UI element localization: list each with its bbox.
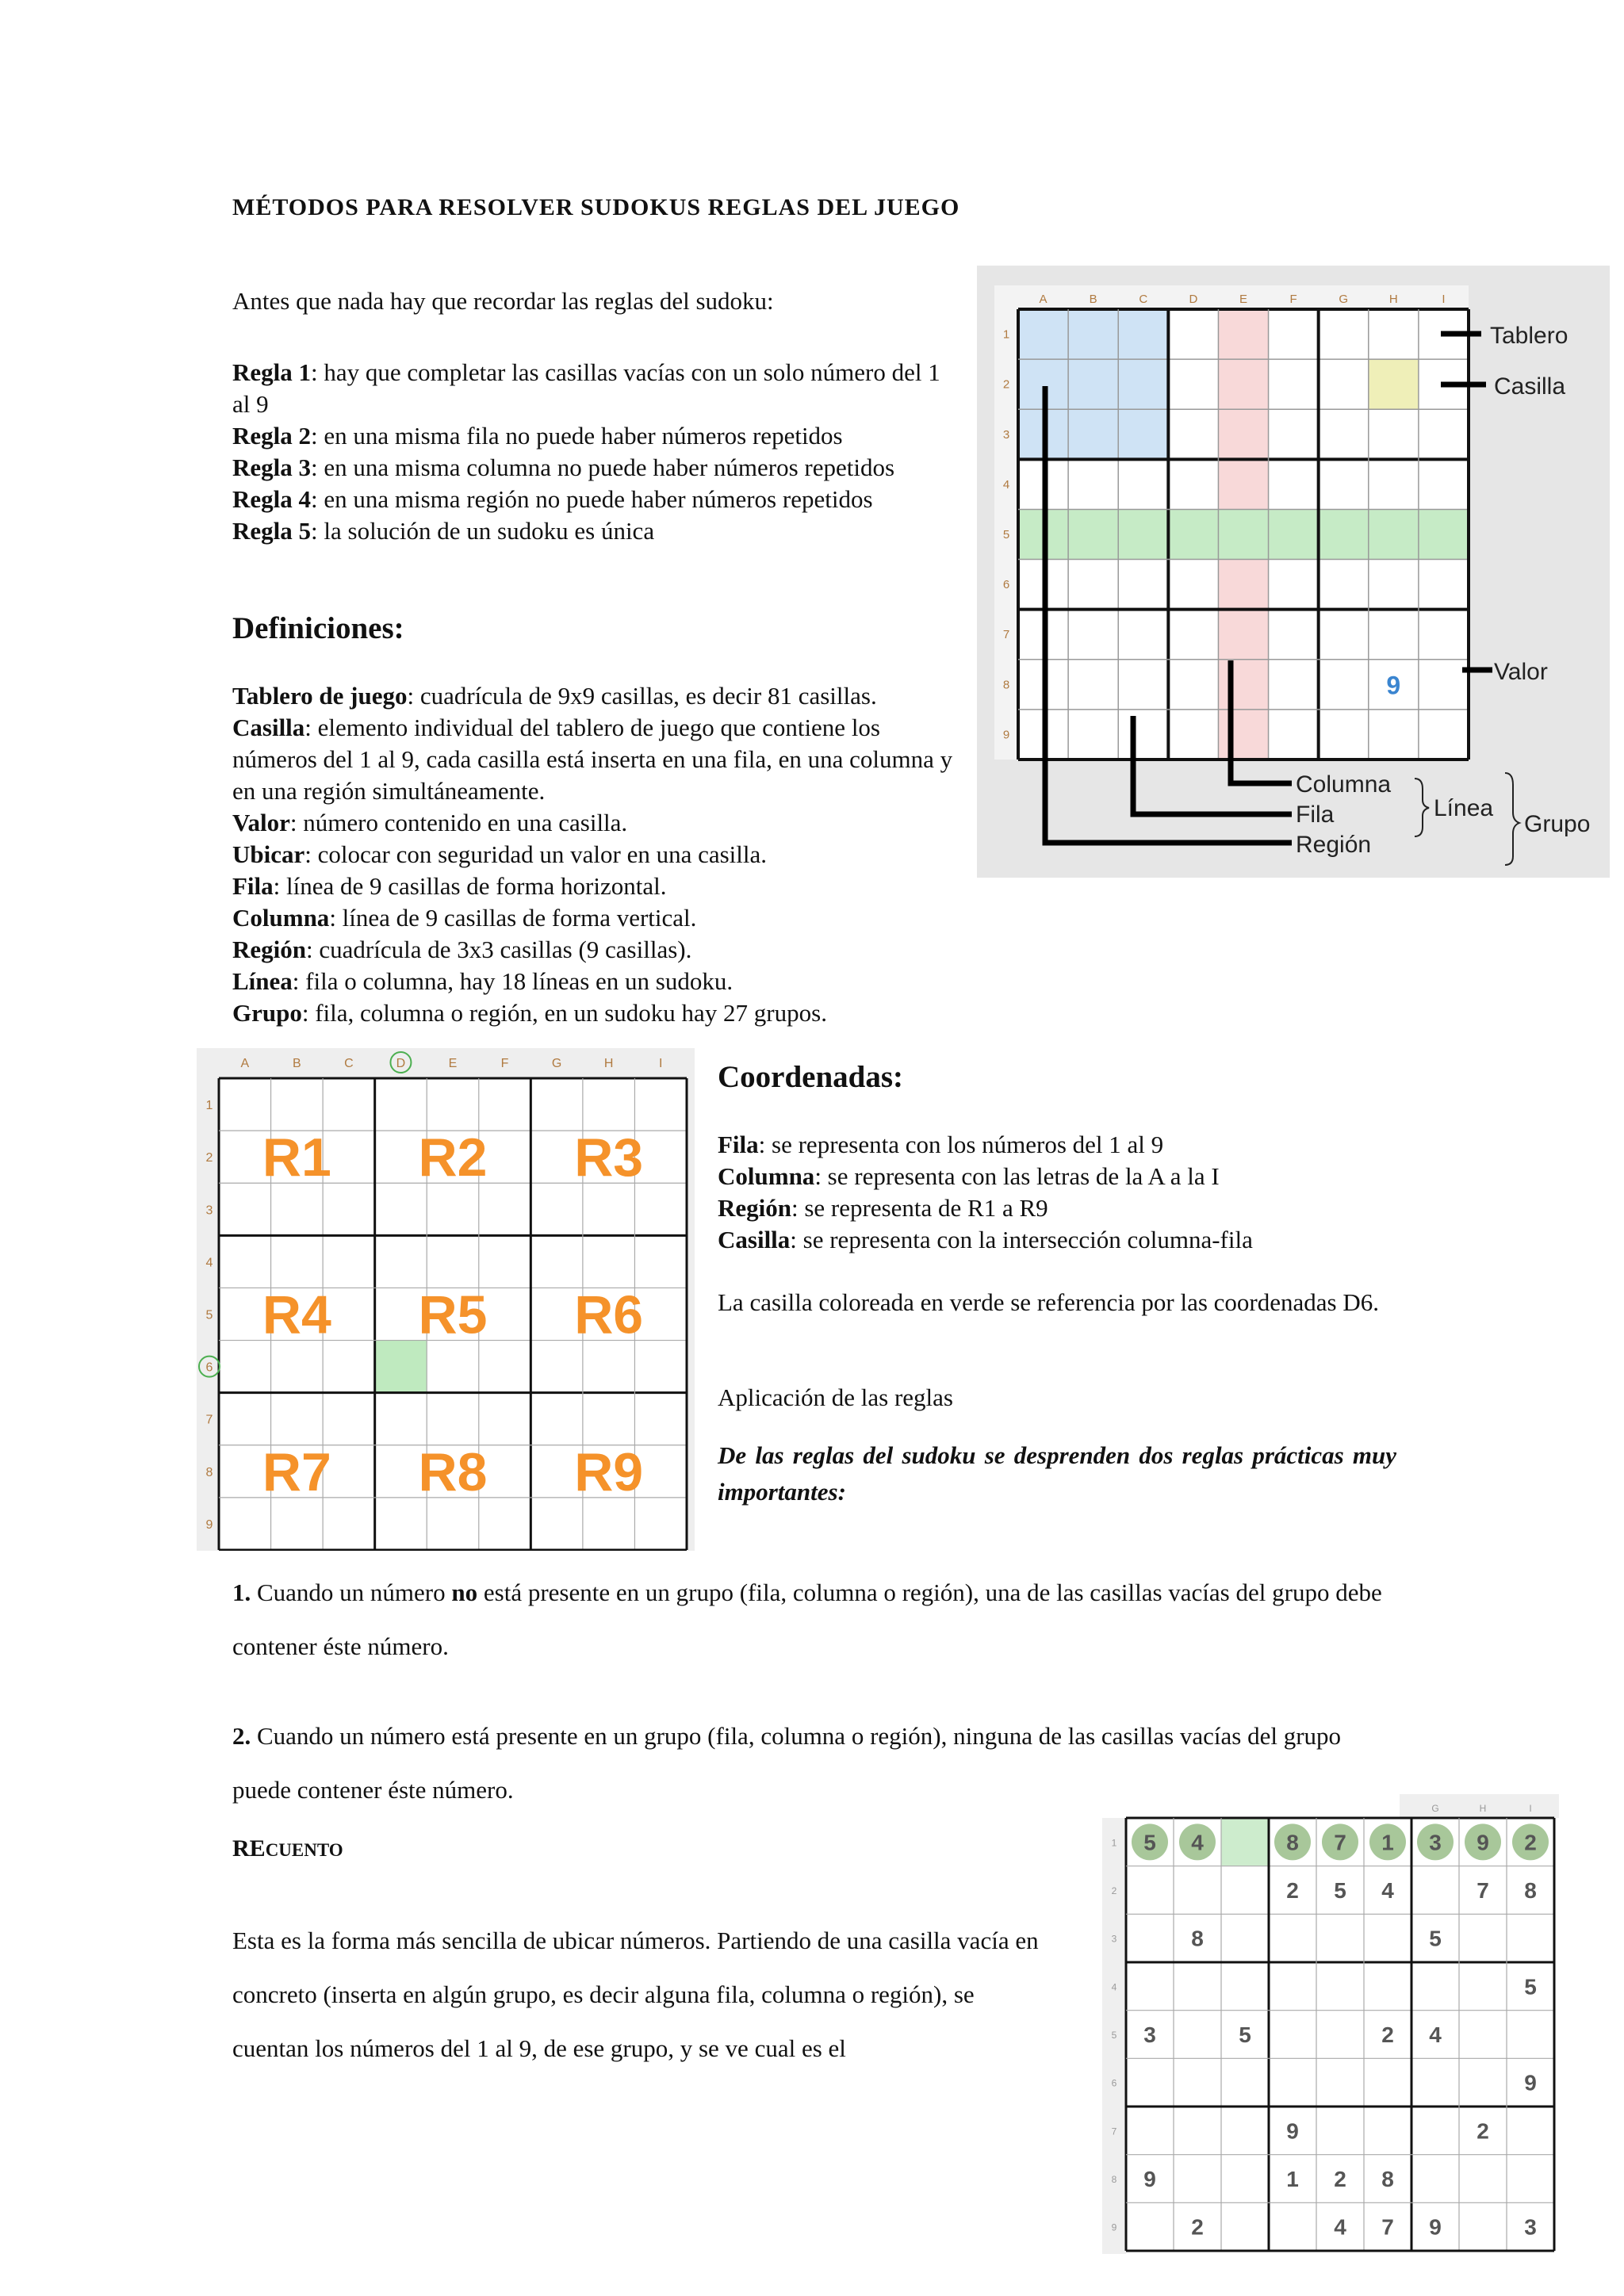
label-tablero: Tablero <box>1490 323 1568 349</box>
puzzle-digit: 5 <box>1524 1974 1537 1999</box>
puzzle-digit: 3 <box>1524 2214 1537 2240</box>
puzzle-digit: 8 <box>1524 1878 1537 1903</box>
col-header-label: H <box>603 1057 614 1070</box>
row-header-label: 6 <box>1002 578 1010 592</box>
col-header-label: B <box>292 1057 301 1070</box>
coord-note: La casilla coloreada en verde se referencia por las coordenadas D6. <box>718 1288 1379 1316</box>
puzzle-digit: 9 <box>1477 1830 1489 1855</box>
row-header-label: 5 <box>1002 528 1010 541</box>
puzzle-digit: 7 <box>1334 1830 1346 1855</box>
col-header-label: G <box>551 1057 562 1070</box>
rule-item: Regla 3: en una misma columna no puede haber números repetidos <box>232 453 895 481</box>
puzzle-digit: 4 <box>1334 2214 1346 2240</box>
puzzle-digit: 9 <box>1143 2167 1156 2191</box>
col-header-label: I <box>1529 1803 1532 1814</box>
definition-item: Grupo: fila, columna o región, en un sudoku hay 27 grupos. <box>232 999 827 1027</box>
puzzle-digit: 8 <box>1286 1830 1299 1855</box>
row-header-label: 1 <box>1111 1837 1117 1849</box>
page-title: MÉTODOS PARA RESOLVER SUDOKUS REGLAS DEL JUEGO <box>232 194 960 220</box>
definitions-list <box>232 680 958 1029</box>
coord-item: Columna: se representa con las letras de la A a la I <box>718 1162 1220 1190</box>
rule-item: Regla 5: la solución de un sudoku es única <box>232 517 655 545</box>
row-header-label: 3 <box>205 1203 213 1218</box>
region-label: R6 <box>574 1284 644 1345</box>
puzzle-digit: 9 <box>1286 2118 1299 2144</box>
coord-item: Casilla: se representa con la intersección columna-fila <box>718 1226 1253 1253</box>
row-header-label: 2 <box>1002 377 1010 392</box>
rule-item: Regla 2: en una misma fila no puede haber números repetidos <box>232 422 843 450</box>
definition-item: Tablero de juego: cuadrícula de 9x9 casillas, es decir 81 casillas. <box>232 682 877 710</box>
row-header-label: 4 <box>205 1256 213 1270</box>
col-header-label: F <box>500 1057 509 1070</box>
col-header-label: G <box>1339 293 1349 306</box>
puzzle-digit: 1 <box>1286 2167 1299 2191</box>
practical-rule-2: 2. Cuando un número está presente en un grupo (fila, columna o región), ninguna de las casillas vacías del grupo puede contener éste número. <box>232 1722 1342 1804</box>
coord-item: Región: se representa de R1 a R9 <box>718 1194 1048 1222</box>
row-header-label: 7 <box>1002 628 1010 642</box>
row-header-label: 2 <box>205 1151 213 1165</box>
col-header-label: F <box>1289 293 1297 306</box>
puzzle-digit: 2 <box>1334 2167 1346 2191</box>
row-header-label: 3 <box>1002 427 1010 442</box>
col-header-label: H <box>1479 1803 1487 1814</box>
coordinate-grid-diagram <box>197 1048 695 1551</box>
application-heading: Aplicación de las reglas <box>718 1383 953 1411</box>
puzzle-digit: 2 <box>1524 1830 1537 1855</box>
row-header-label: 1 <box>205 1099 213 1113</box>
puzzle-digit: 8 <box>1381 2167 1394 2191</box>
puzzle-highlight-cell <box>1221 1818 1269 1866</box>
definition-item: Ubicar: colocar con seguridad un valor en una casilla. <box>232 840 768 868</box>
definition-item: Región: cuadrícula de 3x3 casillas (9 casillas). <box>232 936 692 963</box>
row-header-label: 2 <box>1111 1885 1117 1896</box>
puzzle-digit: 3 <box>1143 2022 1156 2047</box>
region-label: R2 <box>418 1127 488 1188</box>
coord-item: Fila: se representa con los números del 1 al 9 <box>718 1131 1164 1158</box>
row-header-label: 3 <box>1111 1933 1117 1945</box>
puzzle-digit: 7 <box>1477 1878 1489 1903</box>
rule-item: Regla 1: hay que completar las casillas vacías con un solo número del 1 al 9 <box>232 358 940 418</box>
cell-highlight <box>1369 359 1419 409</box>
col-header-label: E <box>1239 293 1248 306</box>
region-label: R3 <box>574 1127 644 1188</box>
puzzle-digit: 1 <box>1381 1830 1394 1855</box>
col-header-label: C <box>1139 293 1148 306</box>
row-header-label: 6 <box>1111 2077 1117 2089</box>
row-header-label: 7 <box>1111 2126 1117 2137</box>
recuento-text: Esta es la forma más sencilla de ubicar números. Partiendo de una casilla vacía en concreto (inserta en algún grupo, es decir alguna fila, columna o región), se cuentan los números del 1 al 9, de ese grupo, y se ve cual es el <box>232 1927 1039 2062</box>
puzzle-digit: 7 <box>1381 2214 1394 2240</box>
recuento-heading: RECUENTO <box>232 1835 343 1862</box>
col-header-label: B <box>1089 293 1097 306</box>
puzzle-digit: 3 <box>1429 1830 1442 1855</box>
definition-item: Fila: línea de 9 casillas de forma horizontal. <box>232 872 667 900</box>
region-label: R4 <box>262 1284 331 1345</box>
row-header-label: 9 <box>1002 728 1010 742</box>
label-columna: Columna <box>1296 771 1392 798</box>
value-digit: 9 <box>1386 671 1401 700</box>
col-header-label: D <box>1189 293 1198 306</box>
col-header-label: I <box>658 1057 663 1070</box>
highlighted-cell-d6 <box>375 1341 427 1393</box>
puzzle-diagram <box>1102 1794 1559 2254</box>
row-header-label: 9 <box>1111 2221 1117 2233</box>
puzzle-digit: 9 <box>1524 2070 1537 2095</box>
row-header-label: 9 <box>205 1517 213 1532</box>
row-header-label: 5 <box>1111 2030 1117 2041</box>
label-linea: Línea <box>1434 795 1494 821</box>
puzzle-digit: 4 <box>1191 1830 1204 1855</box>
puzzle-digit: 2 <box>1381 2022 1394 2047</box>
row-header-label: 5 <box>205 1308 213 1322</box>
rules-list <box>232 357 958 547</box>
coordenadas-list <box>718 1129 1415 1256</box>
row-header-label: 1 <box>1002 327 1010 342</box>
puzzle-digit: 2 <box>1191 2214 1204 2240</box>
board-anatomy-diagram <box>977 266 1610 878</box>
col-header-label: G <box>1431 1803 1439 1814</box>
puzzle-digit: 5 <box>1239 2022 1251 2047</box>
label-region: Región <box>1296 832 1372 858</box>
col-header-label: D <box>396 1057 406 1070</box>
col-header-label: E <box>448 1057 458 1070</box>
puzzle-digit: 2 <box>1477 2118 1489 2144</box>
row-header-label: 8 <box>1002 678 1010 692</box>
row-header-label: 6 <box>205 1360 213 1375</box>
definition-item: Columna: línea de 9 casillas de forma vertical. <box>232 904 697 932</box>
col-header-label: A <box>240 1057 250 1070</box>
puzzle-digit: 5 <box>1143 1830 1156 1855</box>
puzzle-digit: 9 <box>1429 2214 1442 2240</box>
coordenadas-heading: Coordenadas: <box>718 1060 904 1094</box>
row-header-label: 8 <box>205 1465 213 1479</box>
rule-item: Regla 4: en una misma región no puede haber números repetidos <box>232 485 873 513</box>
practical-intro: De las reglas del sudoku se desprenden dos reglas prácticas muy importantes: <box>718 1441 1396 1506</box>
row-highlight <box>1018 509 1469 559</box>
row-header-label: 4 <box>1002 477 1010 492</box>
row-header-label: 8 <box>1111 2174 1117 2185</box>
col-header-label: H <box>1388 293 1398 306</box>
label-casilla: Casilla <box>1494 373 1566 400</box>
row-header-label: 7 <box>205 1413 213 1427</box>
label-valor: Valor <box>1494 659 1548 685</box>
puzzle-digit: 2 <box>1286 1878 1299 1903</box>
region-label: R9 <box>574 1441 644 1502</box>
region-label: R5 <box>418 1284 488 1345</box>
puzzle-digit: 4 <box>1429 2022 1442 2047</box>
region-label: R8 <box>418 1441 488 1502</box>
puzzle-digit: 4 <box>1381 1878 1394 1903</box>
col-header-label: A <box>1039 293 1048 306</box>
definition-item: Valor: número contenido en una casilla. <box>232 809 628 836</box>
puzzle-digit: 8 <box>1191 1926 1204 1951</box>
region-label: R7 <box>262 1441 331 1502</box>
puzzle-background <box>1102 1794 1559 2254</box>
col-header-label: I <box>1442 293 1446 306</box>
definitions-heading: Definiciones: <box>232 611 404 645</box>
definition-item: Casilla: elemento individual del tablero de juego que contiene los números del 1 al 9, cada casilla está inserta en una fila, en una columna y en una región simultáneamente. <box>232 714 953 805</box>
puzzle-digit: 5 <box>1334 1878 1346 1903</box>
row-header-label: 4 <box>1111 1981 1117 1993</box>
label-grupo: Grupo <box>1524 811 1591 837</box>
col-header-label: C <box>344 1057 354 1070</box>
region-label: R1 <box>262 1127 331 1188</box>
intro-text: Antes que nada hay que recordar las reglas del sudoku: <box>232 287 774 315</box>
label-fila: Fila <box>1296 802 1335 828</box>
practical-rule-1: 1. Cuando un número no está presente en un grupo (fila, columna o región), una de las casillas vacías del grupo debe contener éste número. <box>232 1578 1382 1660</box>
puzzle-digit: 5 <box>1429 1926 1442 1951</box>
region-highlight <box>1018 309 1168 459</box>
definition-item: Línea: fila o columna, hay 18 líneas en un sudoku. <box>232 967 733 995</box>
